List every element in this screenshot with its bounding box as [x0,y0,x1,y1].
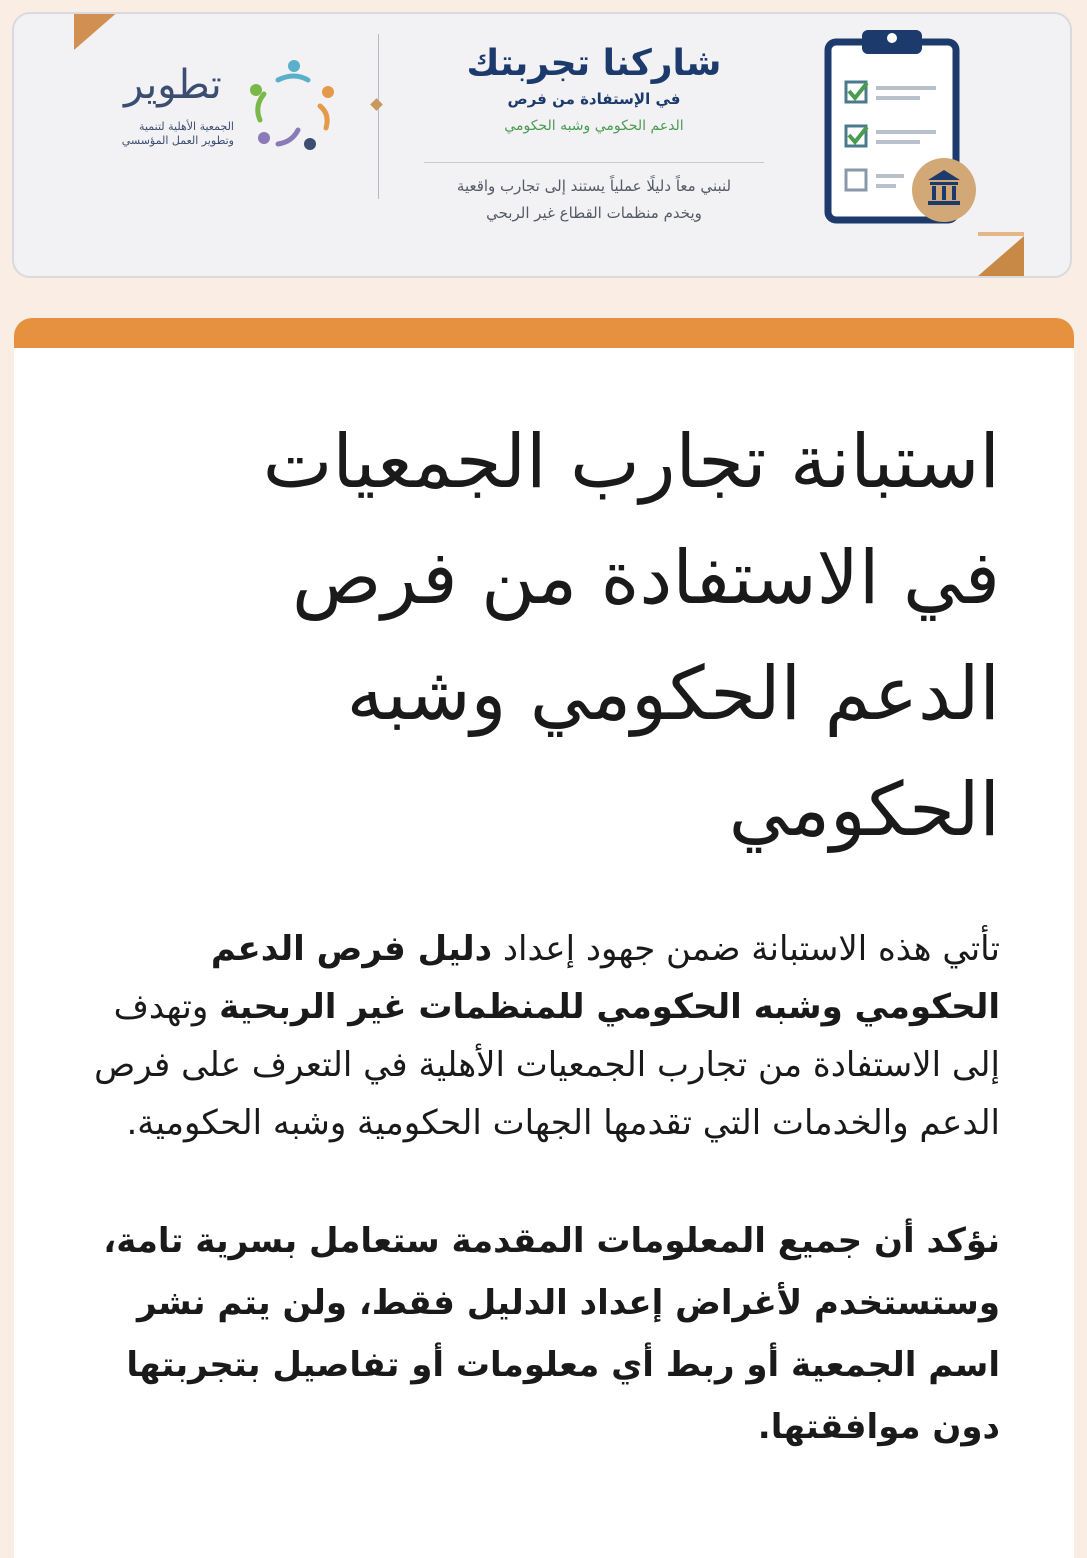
page-title-line: في الاستفادة من فرص [291,535,1000,621]
divider [424,162,764,163]
intro-paragraph [74,920,1000,1152]
survey-banner [12,12,1072,278]
privacy-notice: نؤكد أن جميع المعلومات المقدمة ستعامل بسرية تامة، وستستخدم لأغراض إعداد الدليل فقط، ولن يتم نشر اسم الجمعية أو ربط أي معلومات أو تفاصيل بتجربتها دون موافقتها. [103,1221,1000,1447]
corner-decoration [978,236,1024,276]
logo-tagline-line: وتطوير العمل المؤسسي [121,133,234,147]
logo-tagline [114,120,234,148]
guide-name: دليل فرص الدعم الحكومي وشبه الحكومي للمنظمات غير الربحية [210,929,1000,1027]
survey-intro-card [14,318,1074,1558]
intro-text: وتهدف إلى الاستفادة من تجارب الجمعيات الأهلية في التعرف على فرص الدعم والخدمات التي تقدمها الجهات الحكومية وشبه الحكومية. [94,987,1000,1143]
clipboard-icon [820,28,980,228]
intro-text: تأتي هذه الاستبانة ضمن جهود إعداد [502,929,1000,969]
banner-subtitle-green: الدعم الحكومي وشبه الحكومي [504,117,684,134]
page-title [74,404,1000,868]
card-accent-bar [14,318,1074,348]
banner-description-line: لنبني معاً دليلًا عملياً يستند إلى تجارب واقعية [456,176,732,195]
banner-subtitle: في الإستفادة من فرص [507,89,681,108]
card-body [14,348,1074,1458]
logo-name: تطوير [124,62,222,108]
page-title-line: استبانة تجارب الجمعيات [262,419,1000,505]
page-title-line: الدعم الحكومي وشبه [346,651,1000,737]
divider [378,34,379,199]
divider-ornament [370,98,383,111]
tatweer-logo [114,62,354,162]
corner-decoration [978,232,1024,236]
logo-mark-icon [248,56,344,156]
banner-description-line: ويخدم منظمات القطاع غير الربحي [486,203,702,222]
banner-title: شاركنا تجربتك [466,43,722,84]
banner-headline [404,44,784,227]
page-title-line: الحكومي [728,767,1000,853]
logo-tagline-line: الجمعية الأهلية لتنمية [139,120,234,133]
